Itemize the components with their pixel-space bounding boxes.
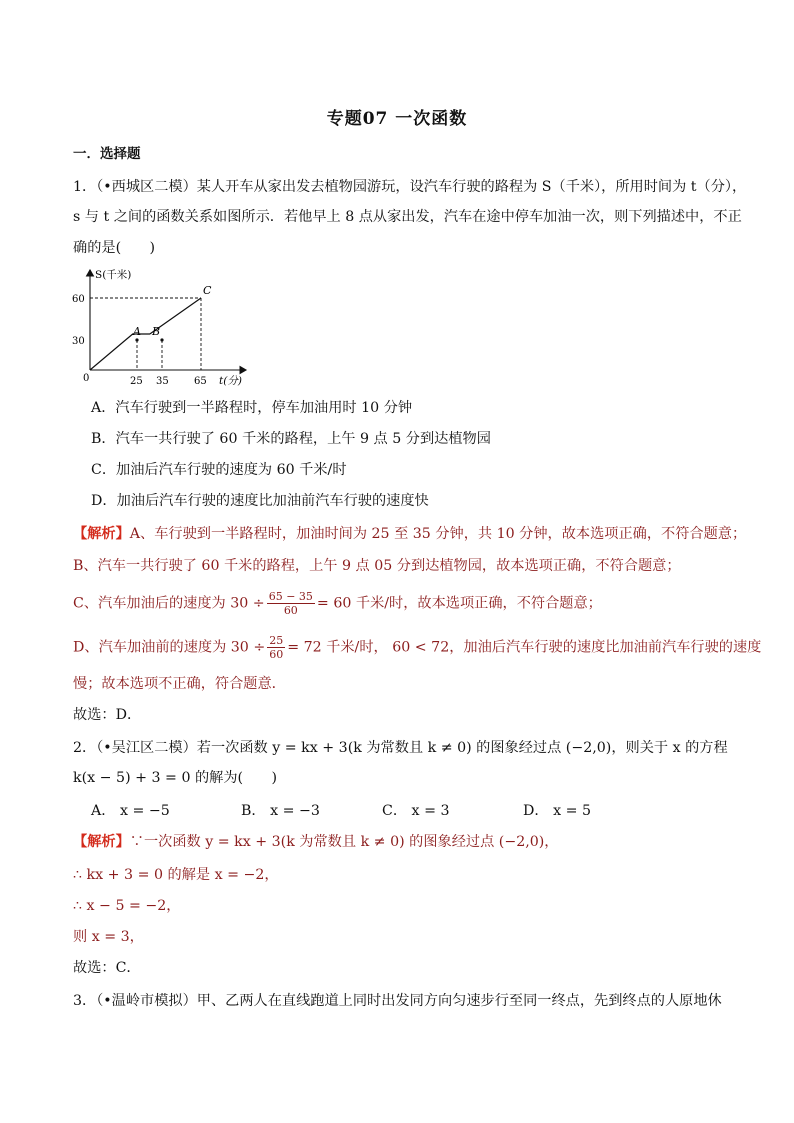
q1-option-c: C．加油后汽车行驶的速度为 60 千米/时: [91, 462, 347, 478]
section-heading: 一．选择题: [73, 146, 141, 162]
q1-stem-line-1: 1．（•西城区二模）某人开车从家出发去植物园游玩，设汽车行驶的路程为 S（千米），所用时间为 t（分），: [73, 179, 747, 195]
q1-option-a: A．汽车行驶到一半路程时，停车加油用时 10 分钟: [91, 400, 413, 416]
y-tick-60: 60: [72, 294, 85, 305]
point-c-label: C: [203, 284, 212, 297]
fraction: $\frac{65 - 35}{60}$: [268, 590, 313, 617]
graph-line: [90, 298, 201, 370]
q2-analysis-line-4: 则 x = 3，: [73, 929, 144, 945]
q2-analysis-line-2: ∴ kx + 3 = 0 的解是 x = −2，: [73, 867, 279, 883]
q1-answer: 故选：D．: [73, 707, 142, 723]
point-a: [135, 338, 138, 341]
x-tick-25: 25: [130, 376, 143, 387]
q3-stem-line-1: 3．（•温岭市模拟）甲、乙两人在直线跑道上同时出发同方向匀速步行至同一终点，先到终点的人原地休: [73, 993, 722, 1009]
point-b-label: B: [152, 325, 161, 338]
q2-analysis-line-1: 【解析】∵一次函数 y = kx + 3(k 为常数且 k ≠ 0) 的图象经过点 (−2,0)，: [73, 834, 559, 850]
q1-analysis-line-5: 慢；故本选项不正确，符合题意．: [73, 676, 286, 692]
x-tick-65: 65: [194, 376, 207, 387]
q2-option-a: A． x = −5: [91, 803, 170, 819]
origin-label: 0: [83, 373, 90, 384]
q2-answer: 故选：C．: [73, 960, 141, 976]
q2-option-c: C． x = 3: [382, 803, 450, 819]
analysis-tag: 【解析】: [73, 834, 130, 850]
q2-option-d: D． x = 5: [523, 803, 592, 819]
q1-analysis-line-3: C、汽车加油后的速度为 30 ÷ $\frac{65 - 35}{60}$ = 60 千米/时，故本选项正确，不符合题意；: [73, 590, 602, 617]
page-title: 专题07 一次函数: [326, 109, 468, 129]
y-tick-30: 30: [72, 336, 85, 347]
q1-graph: [66, 264, 256, 392]
q1-option-b: B．汽车一共行驶了 60 千米的路程，上午 9 点 5 分到达植物园: [91, 431, 491, 447]
point-a-label: A: [133, 325, 141, 338]
analysis-tag: 【解析】: [73, 526, 130, 542]
q2-stem-line-2: k(x − 5) + 3 = 0 的解为( ): [73, 770, 277, 786]
q1-stem-line-3: 确的是( ): [73, 240, 156, 256]
q1-analysis-line-1: 【解析】A、车行驶到一半路程时，加油时间为 25 至 35 分钟，共 10 分钟，故本选项正确，不符合题意；: [73, 526, 747, 542]
point-b: [160, 338, 163, 341]
q1-option-d: D．加油后汽车行驶的速度比加油前汽车行驶的速度快: [91, 493, 429, 509]
fraction: $\frac{25}{60}$: [269, 634, 284, 661]
q1-stem-line-2: s 与 t 之间的函数关系如图所示．若他早上 8 点从家出发，汽车在途中停车加油一次，则下列描述中，不正: [73, 209, 742, 225]
x-tick-35: 35: [156, 376, 169, 387]
q1-analysis-line-2: B、汽车一共行驶了 60 千米的路程，上午 9 点 05 分到达植物园，故本选项正确，不符合题意；: [73, 558, 681, 574]
q2-analysis-line-3: ∴ x − 5 = −2，: [73, 898, 181, 914]
q1-analysis-line-4: D、汽车加油前的速度为 30 ÷ $\frac{25}{60}$ = 72 千米/时， 60 < 72，加油后汽车行驶的速度比加油前汽车行驶的速度: [73, 634, 762, 661]
x-axis-label: t(分): [219, 375, 242, 387]
y-axis-label: S(千米): [95, 269, 132, 281]
q2-option-b: B． x = −3: [241, 803, 320, 819]
q2-stem-line-1: 2．（•吴江区二模）若一次函数 y = kx + 3(k 为常数且 k ≠ 0) 的图象经过点 (−2,0)，则关于 x 的方程: [73, 740, 728, 756]
